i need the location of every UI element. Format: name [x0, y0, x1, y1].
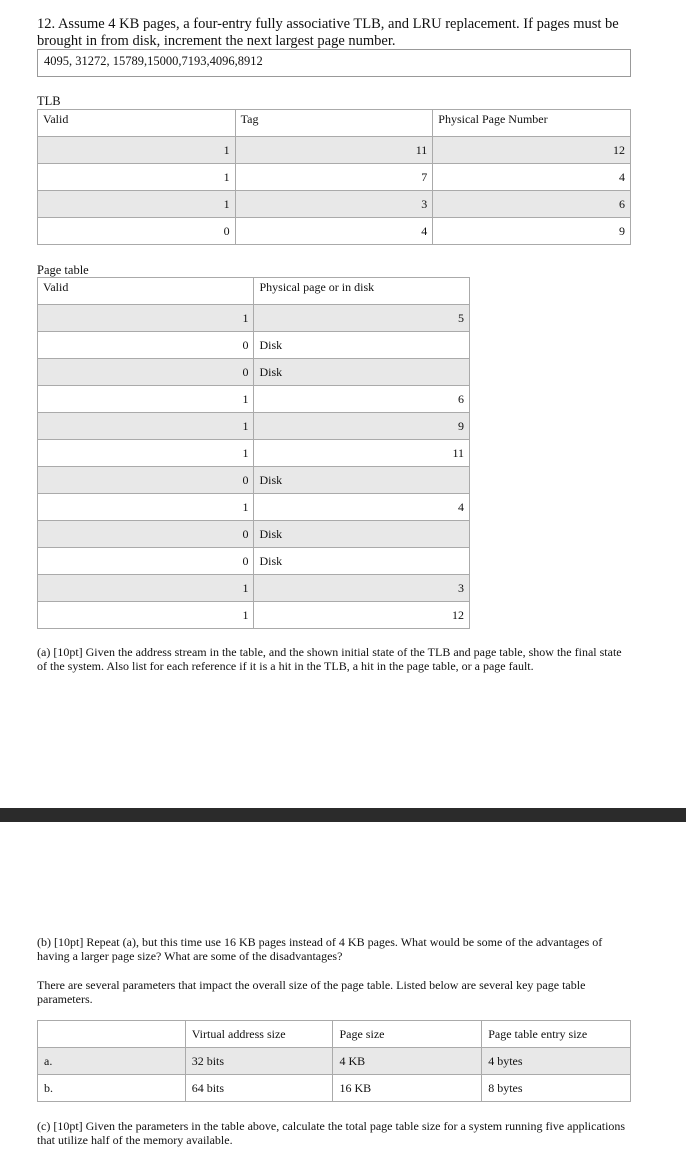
tlb-ppn-cell: 12	[433, 137, 631, 164]
page-table-entry-cell: Disk	[254, 548, 470, 575]
page-table-entry-cell: Disk	[254, 359, 470, 386]
table-row	[38, 218, 631, 245]
part-c-text: (c) [10pt] Given the parameters in the table above, calculate the total page table size for a system running five applications that utilize half of the memory available.	[37, 1119, 626, 1147]
tlb-valid-cell: 1	[38, 137, 236, 164]
page-table-valid-cell: 1	[38, 575, 254, 602]
tlb-header-ppn: Physical Page Number	[433, 110, 631, 137]
page-table-header-row	[38, 278, 470, 305]
tlb-tag-cell: 4	[235, 218, 433, 245]
page-table-valid-cell: 1	[38, 386, 254, 413]
table-row	[38, 332, 470, 359]
page-table-valid-cell: 1	[38, 413, 254, 440]
address-stream-box: 4095, 31272, 15789,15000,7193,4096,8912	[37, 49, 631, 77]
page-table-entry-cell: Disk	[254, 467, 470, 494]
tlb-tag-cell: 11	[235, 137, 433, 164]
tlb-label: TLB	[37, 94, 61, 108]
params-row-label: a.	[38, 1048, 186, 1075]
page-table-entry-cell: 4	[254, 494, 470, 521]
params-pte-size-cell: 4 bytes	[482, 1048, 631, 1075]
tlb-ppn-cell: 4	[433, 164, 631, 191]
page-table-entry-cell: Disk	[254, 332, 470, 359]
table-row	[38, 164, 631, 191]
page-table-valid-cell: 1	[38, 494, 254, 521]
page-table-label: Page table	[37, 263, 89, 277]
table-row	[38, 1048, 631, 1075]
params-vas-cell: 64 bits	[185, 1075, 333, 1102]
page-table-valid-cell: 0	[38, 521, 254, 548]
tlb-tag-cell: 7	[235, 164, 433, 191]
tlb-ppn-cell: 9	[433, 218, 631, 245]
table-row	[38, 521, 470, 548]
table-row	[38, 467, 470, 494]
params-row-label: b.	[38, 1075, 186, 1102]
table-row	[38, 575, 470, 602]
tlb-header-row	[38, 110, 631, 137]
params-header-page-size: Page size	[333, 1021, 482, 1048]
page-divider	[0, 808, 686, 822]
tlb-header-tag: Tag	[235, 110, 433, 137]
table-row	[38, 413, 470, 440]
params-pte-size-cell: 8 bytes	[482, 1075, 631, 1102]
page-table-entry-cell: 9	[254, 413, 470, 440]
page-table-entry-cell: 12	[254, 602, 470, 629]
tlb-valid-cell: 1	[38, 164, 236, 191]
params-header-row	[38, 1021, 631, 1048]
page-table-valid-cell: 1	[38, 602, 254, 629]
table-row	[38, 191, 631, 218]
page-table	[37, 277, 470, 629]
tlb-valid-cell: 1	[38, 191, 236, 218]
params-intro-text: There are several parameters that impact the overall size of the page table. Listed below are several key page table parameters.	[37, 978, 586, 1006]
page-table-valid-cell: 0	[38, 548, 254, 575]
part-a-text: (a) [10pt] Given the address stream in the table, and the shown initial state of the TLB and page table, show the final state of the system. Also list for each reference if it is a hit in the TLB, a hit in the page table, or a page fault.	[37, 645, 622, 673]
page-table-entry-cell: 11	[254, 440, 470, 467]
page-table-entry-cell: 3	[254, 575, 470, 602]
page-table-header-entry: Physical page or in disk	[254, 278, 470, 305]
params-page-size-cell: 16 KB	[333, 1075, 482, 1102]
table-row	[38, 359, 470, 386]
table-row	[38, 494, 470, 521]
question-title: 12. Assume 4 KB pages, a four-entry fully associative TLB, and LRU replacement. If pages must be brought in from disk, increment the next largest page number.	[37, 16, 619, 49]
table-row	[38, 1075, 631, 1102]
page-table-valid-cell: 1	[38, 440, 254, 467]
page-table-valid-cell: 0	[38, 359, 254, 386]
table-row	[38, 602, 470, 629]
page-table-valid-cell: 0	[38, 467, 254, 494]
params-vas-cell: 32 bits	[185, 1048, 333, 1075]
table-row	[38, 137, 631, 164]
tlb-header-valid: Valid	[38, 110, 236, 137]
tlb-valid-cell: 0	[38, 218, 236, 245]
page-table-entry-cell: 6	[254, 386, 470, 413]
page-table-valid-cell: 1	[38, 305, 254, 332]
params-header-vas: Virtual address size	[185, 1021, 333, 1048]
page-table-entry-cell: Disk	[254, 521, 470, 548]
part-b-text: (b) [10pt] Repeat (a), but this time use 16 KB pages instead of 4 KB pages. What would be some of the advantages of having a larger page size? What are some of the disadvantages?	[37, 935, 603, 963]
table-row	[38, 548, 470, 575]
page-table-valid-cell: 0	[38, 332, 254, 359]
tlb-table	[37, 109, 631, 245]
params-header-pte-size: Page table entry size	[482, 1021, 631, 1048]
page-table-header-valid: Valid	[38, 278, 254, 305]
table-row	[38, 440, 470, 467]
table-row	[38, 386, 470, 413]
params-header-blank	[38, 1021, 186, 1048]
params-table	[37, 1020, 631, 1102]
params-page-size-cell: 4 KB	[333, 1048, 482, 1075]
tlb-ppn-cell: 6	[433, 191, 631, 218]
tlb-tag-cell: 3	[235, 191, 433, 218]
table-row	[38, 305, 470, 332]
page-table-entry-cell: 5	[254, 305, 470, 332]
